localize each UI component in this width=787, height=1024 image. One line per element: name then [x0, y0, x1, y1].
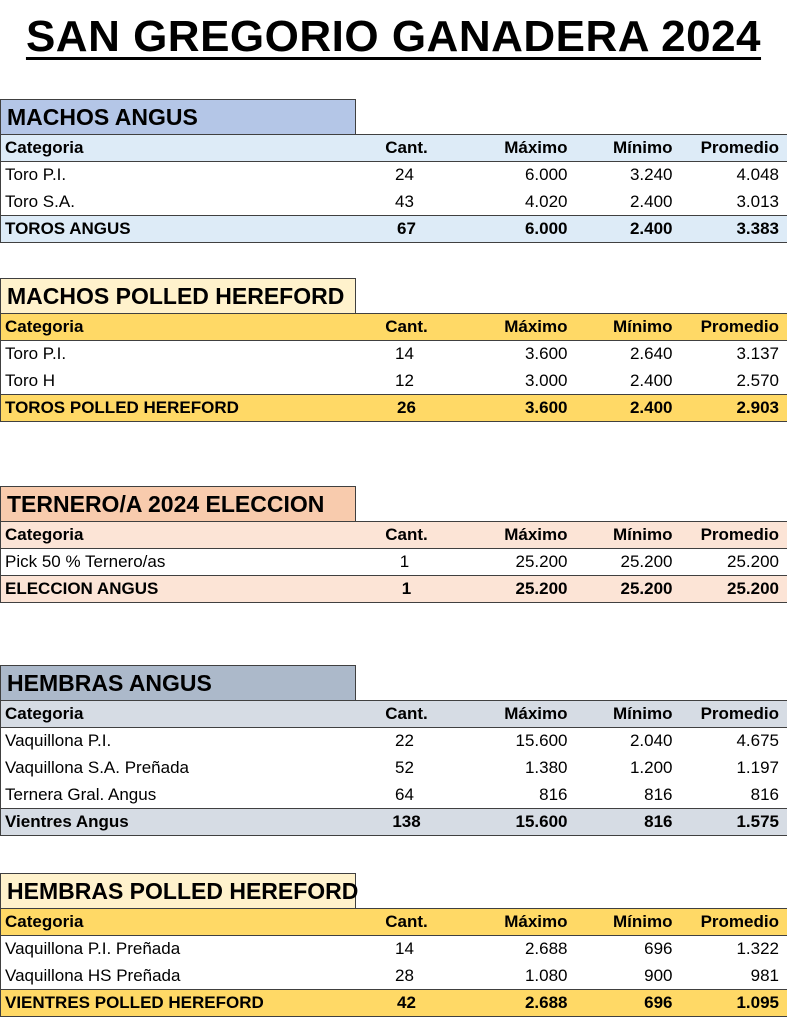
header-row-cell: Máximo	[461, 314, 576, 341]
total-row	[1, 576, 787, 603]
table-row-cell: Toro P.I.	[1, 162, 353, 189]
header-row	[1, 314, 787, 341]
table-row	[1, 189, 787, 216]
table-row-cell: Ternera Gral. Angus	[1, 782, 353, 809]
table-row-cell: 52	[395, 758, 414, 777]
table-row-cell: 25.200	[681, 549, 787, 576]
total-row-cell: TOROS ANGUS	[1, 216, 353, 243]
section-4	[0, 665, 787, 836]
total-row-cell: Vientres Angus	[1, 809, 353, 836]
table-row-cell: 1	[399, 552, 410, 571]
total-row-cell: 3.383	[681, 216, 787, 243]
total-row-cell: 42	[353, 990, 461, 1017]
table-row-cell: Vaquillona HS Preñada	[1, 963, 353, 990]
table-row-cell: 2.640	[629, 344, 673, 364]
table-row-cell: 43	[395, 191, 414, 211]
table-row-cell: 816	[539, 784, 568, 804]
header-row	[1, 135, 787, 162]
table-row-cell: Toro H	[1, 368, 353, 395]
table-row-cell: 3.013	[681, 189, 787, 216]
table-row	[1, 963, 787, 990]
table-row-cell: 2.400	[629, 370, 673, 390]
page-title	[0, 12, 787, 70]
header-row-cell: Máximo	[461, 909, 576, 936]
table-row-cell: 24	[395, 165, 414, 185]
total-row-cell: VIENTRES POLLED HEREFORD	[1, 990, 353, 1017]
table-row-cell: 816	[644, 784, 673, 804]
header-row-cell: Mínimo	[576, 522, 681, 549]
total-row-cell: 26	[353, 395, 461, 422]
table-row-cell: 1.200	[629, 758, 673, 777]
section-table	[0, 313, 787, 422]
header-row-cell: Categoria	[1, 701, 353, 728]
table-row-cell: 816	[681, 782, 787, 809]
section-title: HEMBRAS POLLED HEREFORD	[0, 873, 356, 908]
table-row-cell: 2.040	[629, 731, 673, 751]
total-row	[1, 809, 787, 836]
total-row-cell: 25.200	[576, 576, 681, 603]
table-row-cell: 25.200	[620, 552, 673, 571]
table-row	[1, 755, 787, 782]
header-row	[1, 522, 787, 549]
section-table	[0, 521, 787, 603]
table-row	[1, 549, 787, 576]
table-row-cell: Toro S.A.	[1, 189, 353, 216]
table-row-cell: 14	[395, 939, 414, 959]
section-title: MACHOS ANGUS	[0, 99, 356, 134]
table-row-cell: 64	[395, 784, 414, 804]
table-row-cell: 6.000	[524, 165, 568, 185]
table-row-cell: 3.240	[629, 165, 673, 185]
table-row-cell: 696	[644, 939, 673, 959]
header-row-cell: Promedio	[681, 314, 787, 341]
section-5	[0, 873, 787, 1017]
section-table	[0, 700, 787, 836]
header-row-cell: Mínimo	[576, 701, 681, 728]
total-row-cell: 1	[353, 576, 461, 603]
header-row	[1, 701, 787, 728]
total-row-cell: 3.600	[461, 395, 576, 422]
table-row-cell: 900	[644, 965, 673, 985]
header-row-cell: Máximo	[461, 522, 576, 549]
header-row-cell: Categoria	[1, 314, 353, 341]
header-row-cell: Cant.	[353, 909, 461, 936]
header-row-cell: Categoria	[1, 522, 353, 549]
table-row	[1, 162, 787, 189]
table-row-cell: Toro P.I.	[1, 341, 353, 368]
header-row-cell: Categoria	[1, 135, 353, 162]
table-row-cell: Vaquillona P.I.	[1, 728, 353, 755]
table-row-cell: 1.080	[524, 965, 568, 985]
table-row-cell: 25.200	[515, 552, 568, 571]
section-title: MACHOS POLLED HEREFORD	[0, 278, 356, 313]
table-row-cell: 4.048	[681, 162, 787, 189]
page-title-text: SAN GREGORIO GANADERA 2024	[25, 12, 762, 61]
total-row-cell: 816	[576, 809, 681, 836]
section-1	[0, 99, 787, 243]
total-row-cell: 138	[353, 809, 461, 836]
header-row-cell: Mínimo	[576, 135, 681, 162]
table-row-cell: 22	[395, 731, 414, 751]
header-row-cell: Mínimo	[576, 909, 681, 936]
section-title: HEMBRAS ANGUS	[0, 665, 356, 700]
section-table	[0, 134, 787, 243]
section-table	[0, 908, 787, 1017]
total-row-cell: 25.200	[461, 576, 576, 603]
section-title: TERNERO/A 2024 ELECCION	[0, 486, 356, 521]
table-row-cell: 14	[395, 344, 414, 364]
table-row	[1, 936, 787, 963]
total-row-cell: 696	[576, 990, 681, 1017]
table-row-cell: 15.600	[515, 731, 568, 751]
table-row-cell: 2.400	[629, 191, 673, 211]
total-row-cell: 6.000	[461, 216, 576, 243]
header-row-cell: Cant.	[353, 314, 461, 341]
header-row-cell: Máximo	[461, 135, 576, 162]
table-row-cell: 1.380	[524, 758, 568, 777]
total-row-cell: 1.575	[681, 809, 787, 836]
total-row-cell: 15.600	[461, 809, 576, 836]
table-row-cell: 981	[681, 963, 787, 990]
total-row	[1, 216, 787, 243]
header-row-cell: Promedio	[681, 909, 787, 936]
header-row-cell: Categoria	[1, 909, 353, 936]
header-row-cell: Cant.	[353, 135, 461, 162]
table-row-cell: Vaquillona S.A. Preñada	[1, 755, 353, 782]
total-row-cell: 2.688	[461, 990, 576, 1017]
table-row-cell: 4.020	[524, 191, 568, 211]
header-row	[1, 909, 787, 936]
header-row-cell: Máximo	[461, 701, 576, 728]
table-row-cell: 3.600	[524, 344, 568, 364]
table-row-cell: Vaquillona P.I. Preñada	[1, 936, 353, 963]
table-row-cell: 2.570	[681, 368, 787, 395]
table-row-cell: 1.322	[681, 936, 787, 963]
table-row	[1, 728, 787, 755]
header-row-cell: Mínimo	[576, 314, 681, 341]
table-row	[1, 782, 787, 809]
table-row-cell: 28	[395, 965, 414, 985]
section-3	[0, 486, 787, 603]
header-row-cell: Promedio	[681, 701, 787, 728]
table-row-cell: 4.675	[681, 728, 787, 755]
table-row-cell: 3.000	[524, 370, 568, 390]
table-row	[1, 368, 787, 395]
total-row-cell: 1.095	[681, 990, 787, 1017]
header-row-cell: Cant.	[353, 522, 461, 549]
table-row-cell: 1.197	[681, 755, 787, 782]
table-row-cell: 2.688	[524, 939, 568, 959]
total-row	[1, 395, 787, 422]
total-row-cell: TOROS POLLED HEREFORD	[1, 395, 353, 422]
header-row-cell: Promedio	[681, 522, 787, 549]
total-row	[1, 990, 787, 1017]
header-row-cell: Cant.	[353, 701, 461, 728]
total-row-cell: ELECCION ANGUS	[1, 576, 353, 603]
header-row-cell: Promedio	[681, 135, 787, 162]
table-row	[1, 341, 787, 368]
table-row-cell: 12	[395, 370, 414, 390]
total-row-cell: 25.200	[681, 576, 787, 603]
section-2	[0, 278, 787, 422]
total-row-cell: 2.400	[576, 395, 681, 422]
table-row-cell: Pick 50 % Ternero/as	[1, 549, 353, 576]
total-row-cell: 2.903	[681, 395, 787, 422]
total-row-cell: 2.400	[576, 216, 681, 243]
total-row-cell: 67	[353, 216, 461, 243]
table-row-cell: 3.137	[681, 341, 787, 368]
